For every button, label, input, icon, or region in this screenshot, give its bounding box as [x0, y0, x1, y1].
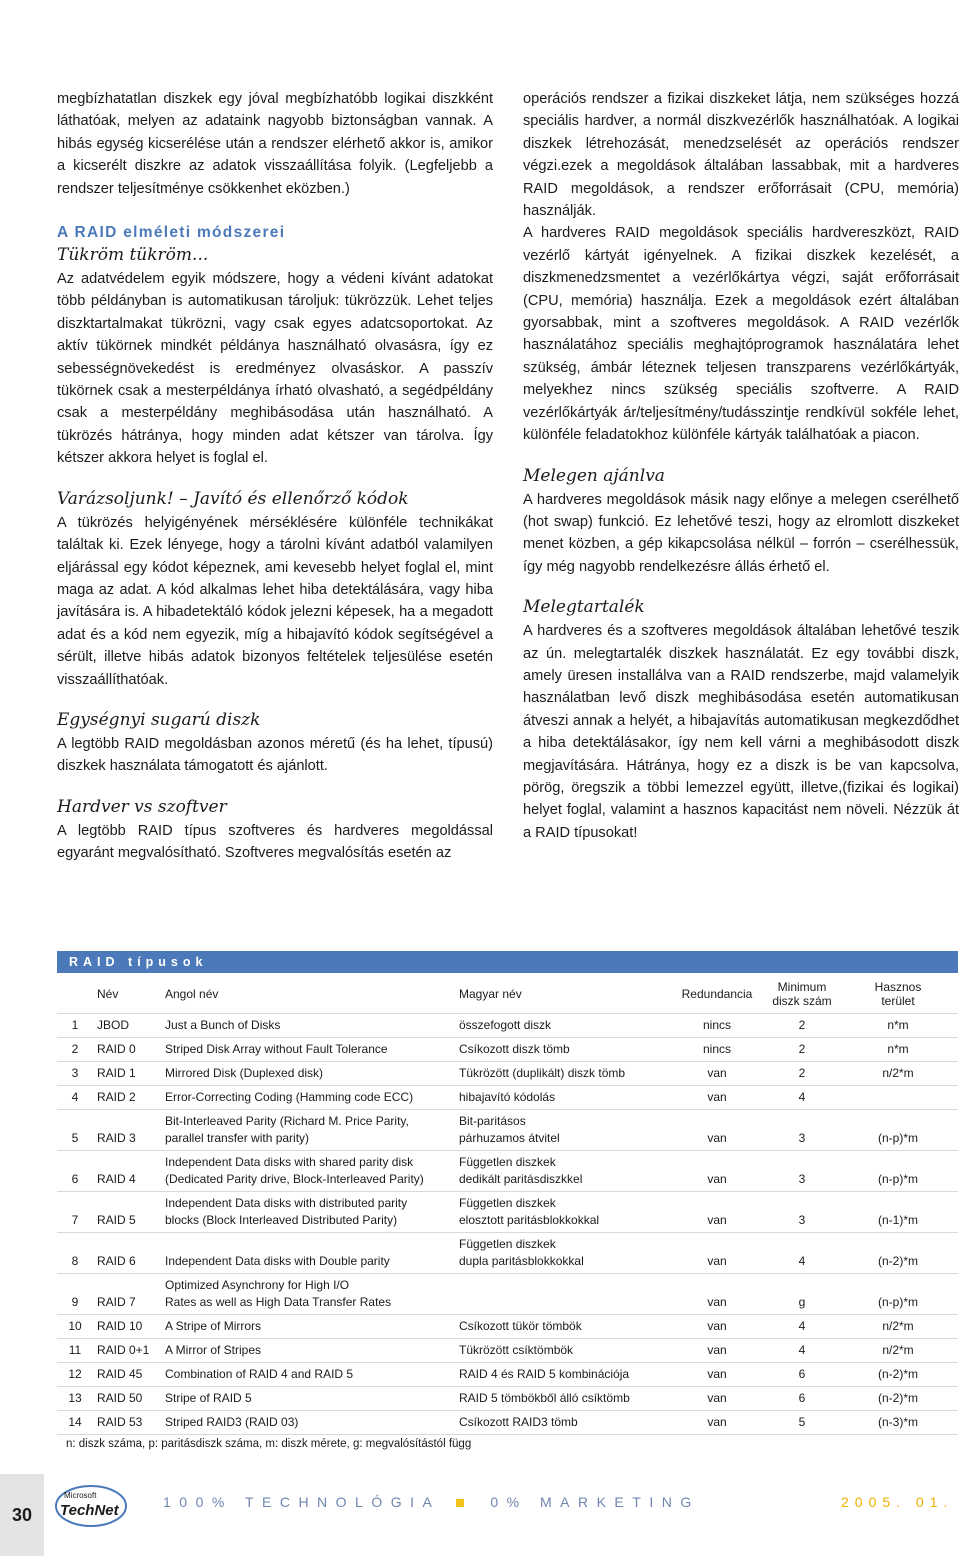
- row-raid-name-text: RAID 45: [97, 1367, 143, 1381]
- row-usable-space: [838, 1233, 958, 1274]
- row-hungarian-name: [455, 1151, 668, 1192]
- row-redundancy: [668, 1151, 766, 1192]
- row-index-text: 7: [71, 1213, 79, 1227]
- row-redundancy-text: van: [707, 1066, 727, 1080]
- row-index: [57, 1315, 93, 1339]
- row-index: [57, 1192, 93, 1233]
- row-raid-name: [93, 1339, 161, 1363]
- row-index-text: 13: [68, 1391, 82, 1405]
- intro-paragraph: megbízhatatlan diszkek egy jóval megbízhatóbb logikai diszkként láthatóak, melyen az adataink nagyobb biztonságban vannak. A hibás egység kicserélése után a rendszer elérhető akkor is, amikor a kicserélt diszkre az adatok visszaállítása folyik. (Legfeljebb a rendszer teljesítménye csökkenhet eközben.): [57, 91, 493, 197]
- row-hungarian-name: [455, 1192, 668, 1233]
- row-usable-space-text: (n-2)*m: [877, 1391, 918, 1405]
- row-english-name-text: Bit-Interleaved Parity (Richard M. Price Parity,: [165, 1114, 409, 1128]
- row-usable-space: [838, 1387, 958, 1411]
- row-min-disks-text: 3: [798, 1172, 806, 1186]
- table-row: [57, 1014, 958, 1038]
- row-index-text: 5: [71, 1131, 79, 1145]
- row-min-disks-text: 2: [798, 1042, 806, 1056]
- row-english-name: [161, 1315, 455, 1339]
- row-min-disks-text: 4: [798, 1090, 806, 1104]
- row-hungarian-name-text: RAID 5 tömbökből álló csíktömb: [459, 1391, 630, 1405]
- row-usable-space-text: n*m: [887, 1018, 909, 1032]
- row-english-name: [161, 1339, 455, 1363]
- subheading-mirror: Tükröm tükröm...: [57, 245, 209, 266]
- row-redundancy: [668, 1110, 766, 1151]
- row-raid-name-text: RAID 0: [97, 1042, 136, 1056]
- table-row: [57, 1411, 958, 1435]
- row-raid-name: [93, 1233, 161, 1274]
- row-min-disks: [766, 1151, 838, 1192]
- slogan-technology: 100% TECHNOLÓGIA: [163, 1494, 440, 1510]
- row-raid-name: [93, 1151, 161, 1192]
- row-raid-name: [93, 1274, 161, 1315]
- row-min-disks-text: 3: [798, 1213, 806, 1227]
- row-min-disks-text: 4: [798, 1343, 806, 1357]
- row-english-name-text: Independent Data disks with distributed parity: [165, 1196, 408, 1210]
- row-usable-space: [838, 1363, 958, 1387]
- row-index: [57, 1274, 93, 1315]
- subheading-hot-swap: Melegen ajánlva: [523, 465, 665, 486]
- logo-microsoft-text: Microsoft: [64, 1491, 97, 1500]
- row-redundancy-text: van: [707, 1131, 727, 1145]
- row-english-name: [161, 1110, 455, 1151]
- row-usable-space-text: (n-p)*m: [877, 1131, 918, 1145]
- row-hungarian-name: [455, 1387, 668, 1411]
- row-redundancy-text: van: [707, 1343, 727, 1357]
- table-header-row: [57, 975, 958, 1014]
- row-raid-name: [93, 1363, 161, 1387]
- footer-slogan: [163, 1494, 700, 1510]
- row-min-disks: [766, 1339, 838, 1363]
- row-hungarian-name-text: Csíkozott tükör tömbök: [459, 1319, 582, 1333]
- unit-disk-paragraph: A legtöbb RAID megoldásban azonos méretű (és ha lehet, típusú) diszkek használata támogatott és ajánlott.: [57, 735, 493, 775]
- hardware-raid-paragraph: A hardveres RAID megoldások speciális hardvereszközt, RAID vezérlő kártyát igényelnek. A fizikai diszkek kezelését, a diszkmenedzsmentet a vezérlőkártya végzi, saját erőforrásait (CPU, memória) használja. Ezek a megoldások ezért általában gyorsabbak, mint a szoftveres megoldások. A RAID vezérlők használatához speciális meghajtóprogramok használatára lehet szükség, ámbár léteznek teljesen transzparens vezérlőkártyák, melyekhez nincs szükség speciális szoftverre. A RAID vezérlőkártyák ár/teljesítmény/tudásszintje rendkívül sokféle lehet, különféle feladatokhoz különféle kártyák találhatóak a piacon.: [523, 225, 959, 444]
- header-min-disks: [766, 975, 838, 1014]
- row-usable-space-text: (n-p)*m: [877, 1172, 918, 1186]
- row-hungarian-name: [455, 1274, 668, 1315]
- header-min-disks-line2: diszk szám: [772, 994, 832, 1008]
- row-min-disks-text: 4: [798, 1254, 806, 1268]
- row-index-text: 4: [71, 1090, 79, 1104]
- row-usable-space: [838, 1192, 958, 1233]
- row-index: [57, 1411, 93, 1435]
- subheading-codes: Varázsoljunk! – Javító és ellenőrző kódok: [57, 488, 409, 509]
- mirror-paragraph: Az adatvédelem egyik módszere, hogy a védeni kívánt adatokat több példányban is automatikusan tároljuk: tükrözzük. Lehet teljes diszktartalmakat tükrözni, vagy csak egyes adatcsoportokat. Az aktív tükörnek mindkét példánya használható olvasásra, így ez sebességnövekedést is eredményez olvasáskor. A passzív tükörnek csak a mesterpéldánya írható olvasható, a segédpéldány csak a mesterpéldány meghibásodása után használható. A tükrözés hátránya, hogy minden adat kétszer van tárolva. Így kétszer akkora helyet is foglal el.: [57, 271, 493, 467]
- row-min-disks: [766, 1233, 838, 1274]
- row-english-name-text: (Dedicated Parity drive, Block-Interleaved Parity): [165, 1172, 424, 1186]
- row-english-name-text: Independent Data disks with Double parity: [165, 1254, 390, 1268]
- row-usable-space: [838, 1151, 958, 1192]
- row-raid-name-text: RAID 7: [97, 1295, 136, 1309]
- row-redundancy: [668, 1339, 766, 1363]
- row-index: [57, 1086, 93, 1110]
- row-hungarian-name: [455, 1339, 668, 1363]
- row-redundancy-text: van: [707, 1213, 727, 1227]
- row-english-name: [161, 1038, 455, 1062]
- row-index: [57, 1363, 93, 1387]
- row-raid-name-text: RAID 1: [97, 1066, 136, 1080]
- right-column: [523, 88, 959, 844]
- row-hungarian-name: [455, 1062, 668, 1086]
- row-index-text: 8: [71, 1254, 79, 1268]
- row-usable-space: [838, 1274, 958, 1315]
- row-raid-name-text: RAID 6: [97, 1254, 136, 1268]
- row-min-disks-text: 2: [798, 1018, 806, 1032]
- row-redundancy-text: van: [707, 1172, 727, 1186]
- table-row: [57, 1110, 958, 1151]
- row-english-name-text: Independent Data disks with shared parity disk: [165, 1155, 414, 1169]
- row-raid-name: [93, 1014, 161, 1038]
- row-usable-space: [838, 1411, 958, 1435]
- row-min-disks: [766, 1274, 838, 1315]
- row-min-disks-text: 6: [798, 1367, 806, 1381]
- row-index-text: 14: [68, 1415, 82, 1429]
- row-hungarian-name: [455, 1086, 668, 1110]
- header-usable: [838, 975, 958, 1014]
- subheading-unit-disk: Egységnyi sugarú diszk: [57, 709, 261, 730]
- row-english-name: [161, 1363, 455, 1387]
- row-min-disks: [766, 1062, 838, 1086]
- row-usable-space: [838, 1086, 958, 1110]
- row-usable-space: [838, 1062, 958, 1086]
- row-min-disks: [766, 1411, 838, 1435]
- row-index-text: 11: [68, 1343, 82, 1357]
- table-footnote: n: diszk száma, p: paritásdiszk száma, m: diszk mérete, g: megvalósítástól függ: [66, 1438, 472, 1450]
- hw-vs-sw-paragraph: A legtöbb RAID típus szoftveres és hardveres megoldással egyaránt megvalósítható. Szoftveres megvalósítás esetén az: [57, 822, 493, 862]
- row-redundancy-text: nincs: [702, 1018, 731, 1032]
- hot-swap-paragraph: A hardveres megoldások másik nagy előnye a melegen cserélhető (hot swap) funkció. Ez lehetővé teszi, hogy az elromlott diszkeket menet közben, a gép kikapcsolása nélkül – forrón – cserélhessük, így még nagyobb rendelkezésre állás érhető el.: [523, 491, 959, 575]
- header-redundancy: Redundancia: [668, 975, 766, 1014]
- row-hungarian-name-text: dedikált paritásdiszkkel: [459, 1172, 583, 1186]
- row-english-name-text: Mirrored Disk (Duplexed disk): [165, 1066, 324, 1080]
- row-usable-space-text: n/2*m: [882, 1343, 914, 1357]
- row-redundancy: [668, 1062, 766, 1086]
- row-hungarian-name-text: Független diszkek: [459, 1196, 556, 1210]
- row-english-name: [161, 1233, 455, 1274]
- row-usable-space: [838, 1339, 958, 1363]
- row-index-text: 1: [71, 1018, 79, 1032]
- row-min-disks-text: 3: [798, 1131, 806, 1145]
- software-raid-paragraph: operációs rendszer a fizikai diszkeket látja, nem szükséges hozzá speciális hardver, a normál diszkvezérlők használhatóak. A logikai diszkek létrehozását, menedzselését az operációs rendszer végzi.ezek a megoldások általában lassabbak, mit a hardveres RAID megoldások, a rendszer erőforrásait (CPU, memória) használják.: [523, 91, 959, 220]
- row-index: [57, 1339, 93, 1363]
- left-column: [57, 88, 493, 865]
- row-english-name-text: Striped RAID3 (RAID 03): [165, 1415, 299, 1429]
- table-row: [57, 1038, 958, 1062]
- row-english-name: [161, 1387, 455, 1411]
- row-raid-name: [93, 1038, 161, 1062]
- row-usable-space-text: n*m: [887, 1042, 909, 1056]
- row-hungarian-name: [455, 1411, 668, 1435]
- row-min-disks: [766, 1014, 838, 1038]
- row-raid-name: [93, 1086, 161, 1110]
- row-redundancy: [668, 1363, 766, 1387]
- row-hungarian-name-text: Független diszkek: [459, 1237, 556, 1251]
- row-raid-name: [93, 1110, 161, 1151]
- row-hungarian-name-text: Bit-paritásos: [459, 1114, 526, 1128]
- row-redundancy-text: van: [707, 1090, 727, 1104]
- row-index-text: 6: [71, 1172, 79, 1186]
- header-usable-line1: Hasznos: [874, 980, 922, 994]
- row-index-text: 9: [71, 1295, 79, 1309]
- row-redundancy: [668, 1233, 766, 1274]
- row-min-disks: [766, 1038, 838, 1062]
- table-row: [57, 1274, 958, 1315]
- table-row: [57, 1233, 958, 1274]
- row-redundancy: [668, 1315, 766, 1339]
- row-redundancy-text: van: [707, 1295, 727, 1309]
- row-usable-space-text: (n-3)*m: [877, 1415, 918, 1429]
- table-row: [57, 1339, 958, 1363]
- row-english-name-text: parallel transfer with parity): [165, 1131, 310, 1145]
- row-raid-name-text: RAID 2: [97, 1090, 136, 1104]
- row-redundancy-text: van: [707, 1391, 727, 1405]
- row-english-name: [161, 1274, 455, 1315]
- slogan-separator-icon: [456, 1499, 464, 1507]
- row-hungarian-name-text: Tükrözött csíktömbök: [459, 1343, 574, 1357]
- row-hungarian-name-text: Csíkozott RAID3 tömb: [459, 1415, 578, 1429]
- row-redundancy: [668, 1274, 766, 1315]
- row-redundancy-text: van: [707, 1367, 727, 1381]
- row-hungarian-name-text: hibajavító kódolás: [459, 1090, 556, 1104]
- row-hungarian-name-text: RAID 4 és RAID 5 kombinációja: [459, 1367, 630, 1381]
- row-hungarian-name-text: párhuzamos átvitel: [459, 1131, 560, 1145]
- table-row: [57, 1363, 958, 1387]
- row-english-name: [161, 1151, 455, 1192]
- row-english-name-text: Combination of RAID 4 and RAID 5: [165, 1367, 354, 1381]
- raid-types-table: [57, 975, 958, 1435]
- row-usable-space-text: (n-2)*m: [877, 1254, 918, 1268]
- row-usable-space-text: (n-2)*m: [877, 1367, 918, 1381]
- row-redundancy: [668, 1086, 766, 1110]
- section-heading-raid-methods: A RAID elméleti módszerei: [57, 224, 286, 242]
- subheading-hw-vs-sw: Hardver vs szoftver: [57, 796, 227, 817]
- row-usable-space-text: (n-p)*m: [877, 1295, 918, 1309]
- row-english-name-text: Optimized Asynchrony for High I/O: [165, 1278, 350, 1292]
- row-index: [57, 1038, 93, 1062]
- table-row: [57, 1315, 958, 1339]
- row-hungarian-name: [455, 1315, 668, 1339]
- row-redundancy: [668, 1038, 766, 1062]
- row-raid-name-text: RAID 4: [97, 1172, 136, 1186]
- row-index-text: 12: [68, 1367, 82, 1381]
- row-usable-space: [838, 1038, 958, 1062]
- row-raid-name-text: RAID 10: [97, 1319, 143, 1333]
- header-hungarian: Magyar név: [455, 975, 668, 1014]
- subheading-hot-spare: Melegtartalék: [523, 597, 645, 618]
- row-min-disks-text: g: [798, 1295, 806, 1309]
- row-english-name: [161, 1014, 455, 1038]
- row-english-name-text: Stripe of RAID 5: [165, 1391, 252, 1405]
- row-raid-name-text: RAID 53: [97, 1415, 143, 1429]
- technet-logo: [54, 1480, 128, 1528]
- row-redundancy: [668, 1014, 766, 1038]
- row-english-name-text: Striped Disk Array without Fault Tolerance: [165, 1042, 388, 1056]
- row-english-name: [161, 1062, 455, 1086]
- row-min-disks-text: 2: [798, 1066, 806, 1080]
- header-index: [57, 975, 93, 1014]
- row-min-disks: [766, 1110, 838, 1151]
- row-hungarian-name: [455, 1110, 668, 1151]
- row-index: [57, 1014, 93, 1038]
- row-usable-space-text: n/2*m: [882, 1066, 914, 1080]
- row-hungarian-name: [455, 1014, 668, 1038]
- row-raid-name-text: RAID 50: [97, 1391, 143, 1405]
- row-english-name-text: blocks (Block Interleaved Distributed Parity): [165, 1213, 398, 1227]
- row-raid-name: [93, 1387, 161, 1411]
- header-name: Név: [93, 975, 161, 1014]
- table-body: [57, 1014, 958, 1435]
- header-min-disks-line1: Minimum: [777, 980, 827, 994]
- slogan-marketing: 0% MARKETING: [490, 1494, 700, 1510]
- row-redundancy-text: van: [707, 1319, 727, 1333]
- row-index: [57, 1151, 93, 1192]
- row-raid-name: [93, 1192, 161, 1233]
- table-row: [57, 1086, 958, 1110]
- row-min-disks-text: 5: [798, 1415, 806, 1429]
- row-hungarian-name-text: Csíkozott diszk tömb: [459, 1042, 570, 1056]
- row-raid-name-text: JBOD: [97, 1018, 130, 1032]
- row-raid-name: [93, 1062, 161, 1086]
- hot-spare-paragraph: A hardveres és a szoftveres megoldások általában lehetővé teszik az ún. melegtartalék diszkek használatát. Ez egy további diszk, amely üresen installálva van a RAID rendszerbe, majd valamelyik használatban levő diszk meghibásodása esetén automatikusan átveszi annak a helyét, a hibajavítás automatikusan megkezdődhet a hiba detektálásakor, így nem kell várni a meghibásodott diszk megjavítására. Hátránya, hogy ez a diszk is be van kapcsolva, pörög, öregszik a többi lemezzel együtt, illetve,(fizikai és logikai) helyet foglal, valamint a hasznos kapacitást nem növeli. Nézzük át a RAID típusokat!: [523, 623, 959, 841]
- row-raid-name: [93, 1315, 161, 1339]
- row-index-text: 3: [71, 1066, 79, 1080]
- row-index: [57, 1233, 93, 1274]
- table-row: [57, 1192, 958, 1233]
- row-min-disks-text: 6: [798, 1391, 806, 1405]
- row-raid-name-text: RAID 5: [97, 1213, 136, 1227]
- row-usable-space-text: n/2*m: [882, 1319, 914, 1333]
- row-usable-space: [838, 1315, 958, 1339]
- row-hungarian-name: [455, 1363, 668, 1387]
- row-min-disks: [766, 1363, 838, 1387]
- table-row: [57, 1151, 958, 1192]
- row-english-name-text: A Mirror of Stripes: [165, 1343, 262, 1357]
- row-min-disks: [766, 1192, 838, 1233]
- row-min-disks: [766, 1315, 838, 1339]
- table-row: [57, 1062, 958, 1086]
- row-index-text: 10: [68, 1319, 82, 1333]
- table-row: [57, 1387, 958, 1411]
- row-raid-name-text: RAID 0+1: [97, 1343, 150, 1357]
- row-english-name-text: Rates as well as High Data Transfer Rates: [165, 1295, 392, 1309]
- row-english-name: [161, 1086, 455, 1110]
- header-english: Angol név: [161, 975, 455, 1014]
- row-index: [57, 1387, 93, 1411]
- row-english-name-text: A Stripe of Mirrors: [165, 1319, 262, 1333]
- row-redundancy-text: nincs: [702, 1042, 731, 1056]
- codes-paragraph: A tükrözés helyigényének mérséklésére különféle technikákat találtak ki. Ezek lényege, hogy a tárolni kívánt adatból valamilyen eljárással egy kódot képeznek, ami kevesebb helyet foglal el, mint maga az adat. A kód alkalmas lehet hiba detektálására, vagy hiba javítására is. A hibadetektáló kódok jelezni képesek, ha a megadott adat és a kód nem egyezik, míg a hibajavító kódok segítségével a sérült, illetve hibás adatok bizonyos feltételek teljesülése esetén visszaállíthatóak.: [57, 514, 493, 688]
- row-usable-space: [838, 1014, 958, 1038]
- row-min-disks: [766, 1387, 838, 1411]
- row-index-text: 2: [71, 1042, 79, 1056]
- row-english-name: [161, 1411, 455, 1435]
- row-english-name: [161, 1192, 455, 1233]
- row-english-name-text: Error-Correcting Coding (Hamming code ECC): [165, 1090, 414, 1104]
- row-min-disks: [766, 1086, 838, 1110]
- row-index: [57, 1110, 93, 1151]
- row-hungarian-name-text: összefogott diszk: [459, 1018, 552, 1032]
- row-hungarian-name: [455, 1233, 668, 1274]
- row-raid-name-text: RAID 3: [97, 1131, 136, 1145]
- row-index: [57, 1062, 93, 1086]
- row-redundancy: [668, 1387, 766, 1411]
- row-redundancy-text: van: [707, 1415, 727, 1429]
- row-redundancy: [668, 1192, 766, 1233]
- row-min-disks-text: 4: [798, 1319, 806, 1333]
- page-number: 30: [0, 1474, 44, 1556]
- row-usable-space-text: (n-1)*m: [877, 1213, 918, 1227]
- issue-date: 2005. 01.: [841, 1494, 954, 1510]
- header-usable-line2: terület: [881, 994, 915, 1008]
- table-title: RAID típusok: [57, 951, 958, 973]
- row-hungarian-name-text: elosztott paritásblokkokkal: [459, 1213, 600, 1227]
- row-hungarian-name: [455, 1038, 668, 1062]
- row-redundancy-text: van: [707, 1254, 727, 1268]
- row-english-name-text: Just a Bunch of Disks: [165, 1018, 281, 1032]
- row-usable-space: [838, 1110, 958, 1151]
- row-raid-name: [93, 1411, 161, 1435]
- row-hungarian-name-text: dupla paritásblokkokkal: [459, 1254, 584, 1268]
- row-hungarian-name-text: Független diszkek: [459, 1155, 556, 1169]
- row-hungarian-name-text: Tükrözött (duplikált) diszk tömb: [459, 1066, 626, 1080]
- logo-technet-text: TechNet: [60, 1502, 119, 1519]
- row-redundancy: [668, 1411, 766, 1435]
